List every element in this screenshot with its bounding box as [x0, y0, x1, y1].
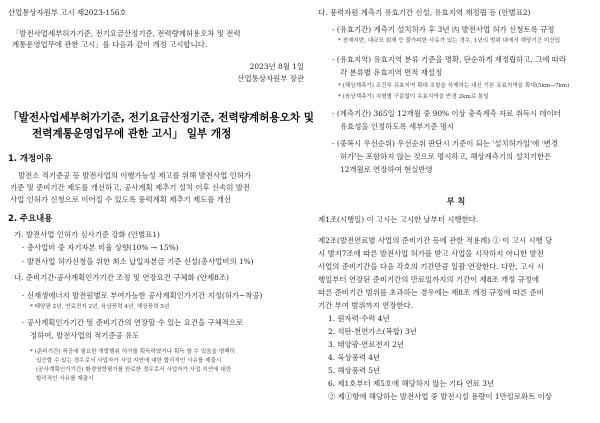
- section-heading-main: 2. 주요내용: [8, 213, 53, 223]
- article-2-line: 기간 부여 범위까지 연장한다.: [318, 301, 414, 310]
- article-1: 제1조(시행일) 이 고시는 고시한 날부터 시행한다.: [318, 215, 479, 224]
- article-2-list-item: 6. 제1호부터 제5호에 해당하지 않는 기타 연료 3년: [328, 379, 495, 388]
- item-bullet: - 발전사업 허가신청을 위한 최소 납입자본금 기준 신설(총사업비의 1%): [22, 257, 254, 266]
- item-bullet: 12개월로 연장하여 현실반영: [340, 165, 433, 174]
- notice-date: 2023년 8월 1일: [249, 62, 304, 71]
- item-note: 합리적인 사유를 제출시: [36, 376, 94, 382]
- article-2-list-item: 3. 태양광·연료전지 2년: [328, 340, 404, 349]
- intro-line: 계통운영업무에 관한 고시」를 다음과 같이 개정 고시합니다.: [12, 40, 208, 49]
- article-2-list-item: 2. 석탄·천연가스(복합) 3년: [328, 327, 417, 336]
- item-bullet: - 공사계획인가기간 및 준비기간의 연장할 수 있는 요건을 구체적으로: [22, 318, 244, 327]
- item-bullet: 정하여, 발전사업의 적기준공 유도: [30, 331, 140, 340]
- body-line: 사업 인허가 신청으로 이어질 수 있도록 풍력계획 제추기 제도를 개선: [10, 195, 232, 204]
- item-bullet: - (유효지역) 유효지역 분류 기준을 명확, 단순하게 재정립하고, 그에 따라: [332, 55, 567, 64]
- article-2-line: 따른 준비기간 범위를 초과하는 경우에는 제8조 개정 규정에 따른 준비: [318, 288, 544, 297]
- notice-header: 산업통상자원부 고시 제2023-156호: [8, 8, 127, 17]
- article-2-list-item: 4. 육상풍력 4년: [328, 353, 381, 362]
- item-note: * (준비기간) 착공에 필요한 개발행위 허가를 획득하였거나 획득 할 수 있음을 명백히: [30, 349, 236, 355]
- article-2-line: 사업의 준비기간을 다음 각호의 기간만큼 일괄 연장한다. 다만, 고시 시: [318, 262, 544, 271]
- document-title-line: 전력계통운영업무에 관한 고시」 일부 개정: [32, 128, 232, 140]
- item-heading: 가. 발전사업 인허가 심사기준 강화 (안별표1): [14, 230, 160, 239]
- body-line: 기준 및 준비기간 제도를 개선하고, 공사계획 제추기 설치 이후 신속히 발전: [10, 183, 251, 192]
- item-note: 입증할 수 있는 경우로서 사업자가 사업 지연에 대한 합리적인 사유를 제출시: [36, 358, 222, 364]
- minister-signature: 산업통상자원부 장관: [237, 74, 304, 83]
- article-2-line: 제2조(발전연료별 사업의 준비기간 등에 관한 적용례) ① 이 고시 시행 당: [318, 236, 553, 245]
- item-bullet: - (계측기간) 365일 12개월 중 90% 이상 충족계측 자료 취득시 데이터: [332, 109, 561, 118]
- item-bullet: - (유효기간) 계측기 설치허가 후 3년 內 발전사업 허가 신청토록 규정: [332, 25, 555, 34]
- item-note: * 천재지변, 대규모 회재 등 불가피한 사유가 있는 경우, 1년의 범위 내에서 해당기간 미산입: [338, 38, 561, 44]
- item-bullet: 각 분류별 유효지역 면적 재설정: [340, 68, 443, 77]
- body-line: 발전소 적기준공 등 발전사업의 이행가능성 제고를 위해 발전사업 인허가: [18, 171, 251, 180]
- item-note: (공사계획인가기간) 환경영향평가를 완료한 경우로서 사업자가 사업 지연에 대한: [36, 367, 232, 373]
- document-title-line: 「발전사업세부허가기준, 전기요금산정기준, 전력량계허용오차 및: [8, 112, 315, 124]
- item-bullet: - (중복시 우선순위) 우선순위 판단시 기준이 되는 '설치허가일'에 '변경: [332, 139, 558, 148]
- addenda-heading: 부 칙: [446, 196, 466, 206]
- section-heading-reason: 1. 개정이유: [8, 153, 53, 163]
- item-note: * 태양광 2년, 연료전지 2년, 육상풍력 4년, 해상풍력 5년: [30, 304, 170, 310]
- item-bullet: 허가'는 포함하지 않는 것으로 명시하고, 해상계측기의 설치기한은: [340, 152, 552, 161]
- item-heading: 나. 준비기간·공사계획인가기간 조정 및 연장요건 구체화 (안제8조): [14, 273, 229, 282]
- item-heading: 다. 풍력자원 계측기 유효기간 신설, 유효지역 재정립 등 (안별표2): [318, 8, 531, 17]
- article-2-list-item: 1. 원자력·수력 4년: [328, 314, 390, 323]
- item-note: * (해상계측기) 조건부 유효지역 확대 조항을 삭제하는 대신 기본 유효지역을 확대(5km→7km): [338, 83, 570, 89]
- item-bullet: 유효성을 인정하도록 세부기준 명시: [340, 122, 455, 131]
- article-2-list-item: 5. 해상풍력 5년: [328, 366, 381, 375]
- intro-line: 「발전사업세부허가기준, 전기요금산정기준, 전력량계허용오차 및 전력: [12, 29, 241, 38]
- item-bullet: - 신재생에너지 발전원별로 부여가능한 공사계획인가기간 지정(허가~착공): [22, 291, 263, 300]
- article-2-line: 행일부터 연장된 준비기간의 만료일까지의 기간이 제8조 개정 규정에: [318, 275, 540, 284]
- article-2-line: 시 별지7조에 따른 발전사업 허가를 받고 사업을 시작하지 아니한 발전: [318, 249, 544, 258]
- item-note: * (육상계측기) 지형별 구분없이 유효지역을 반경 2km로 통일: [338, 94, 489, 100]
- article-2-line: ② 제①항에 해당하는 발전사업 중 발전시설 용량이 1만킬로와트 이상: [328, 392, 552, 401]
- item-bullet: - 총사업비 중 자기자본 비율 상향(10% → 15%): [22, 243, 179, 252]
